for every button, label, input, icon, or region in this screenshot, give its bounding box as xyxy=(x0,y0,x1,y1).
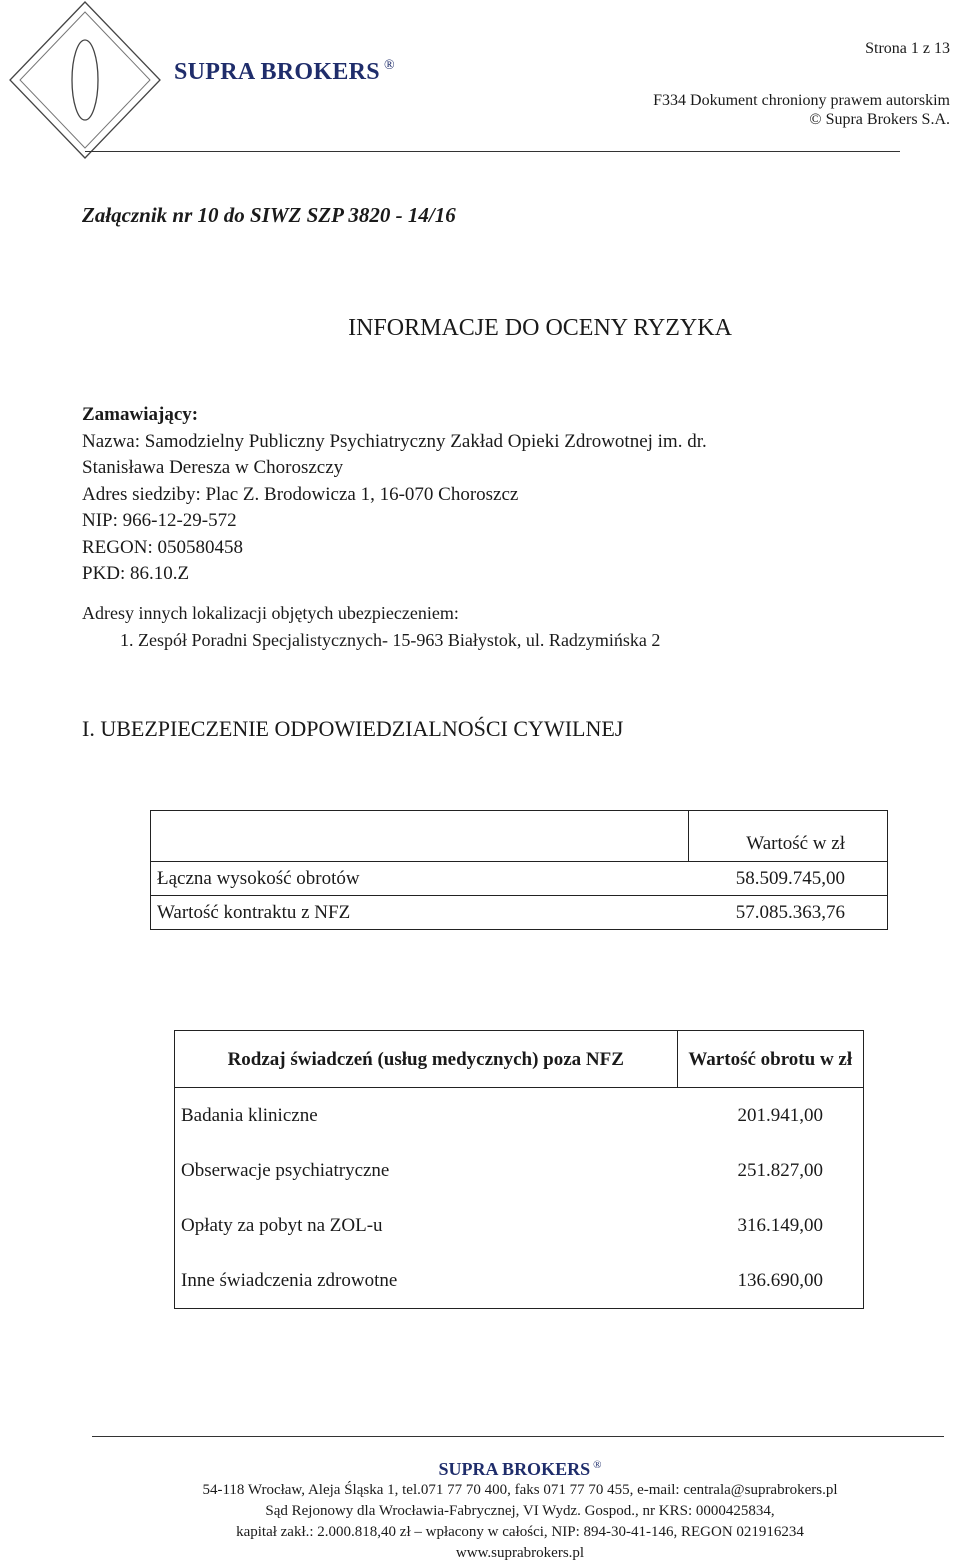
row-value: 58.509.745,00 xyxy=(689,862,888,896)
row-label: Opłaty za pobyt na ZOL-u xyxy=(175,1198,678,1253)
client-nip: NIP: 966-12-29-572 xyxy=(82,510,237,531)
row-value: 316.149,00 xyxy=(677,1198,864,1253)
page-title: INFORMACJE DO OCENY RYZYKA xyxy=(348,315,732,341)
footer-brand: SUPRA BROKERS ® xyxy=(438,1459,602,1479)
other-locations-label: Adresy innych lokalizacji objętych ubezpieczeniem: xyxy=(82,603,459,623)
row-label: Inne świadczenia zdrowotne xyxy=(175,1253,678,1309)
table-row xyxy=(175,1088,864,1144)
footer-court: Sąd Rejonowy dla Wrocławia-Fabrycznej, VI Wydz. Gospod., nr KRS: 0000425834, xyxy=(265,1503,775,1519)
row-label: Obserwacje psychiatryczne xyxy=(175,1143,678,1198)
footer-capital: kapitał zakł.: 2.000.818,40 zł – wpłacony w całości, NIP: 894-30-41-146, REGON 021916234 xyxy=(236,1524,804,1540)
page-number: Strona 1 z 13 xyxy=(865,40,950,57)
header-divider xyxy=(85,151,900,152)
row-value: 136.690,00 xyxy=(677,1253,864,1309)
header-value-cell: Wartość obrotu w zł xyxy=(677,1031,864,1088)
client-name-line2: Stanisława Deresza w Choroszczy xyxy=(82,457,344,478)
client-info xyxy=(82,402,707,588)
client-address: Adres siedziby: Plac Z. Brodowicza 1, 16-070 Choroszcz xyxy=(82,483,519,505)
table-row xyxy=(175,1143,864,1198)
client-label: Zamawiający: xyxy=(82,404,199,425)
row-value: 57.085.363,76 xyxy=(689,896,888,930)
location-item: 1. Zespół Poradni Specjalistycznych- 15-963 Białystok, ul. Radzymińska 2 xyxy=(120,630,661,650)
footer-divider xyxy=(92,1436,944,1437)
services-table xyxy=(174,1030,864,1309)
client-regon: REGON: 050580458 xyxy=(82,536,243,558)
footer xyxy=(0,1455,960,1564)
footer-address: 54-118 Wrocław, Aleja Śląska 1, tel.071 77 70 400, faks 071 77 70 455, e-mail: centrala@suprabrokers.pl xyxy=(202,1482,838,1498)
client-name-line1: Nazwa: Samodzielny Publiczny Psychiatryczny Zakład Opieki Zdrowotnej im. dr. xyxy=(82,430,707,452)
row-label: Łączna wysokość obrotów xyxy=(151,862,689,896)
table-header-row xyxy=(151,811,888,862)
row-label: Wartość kontraktu z NFZ xyxy=(151,896,689,930)
footer-website: www.suprabrokers.pl xyxy=(455,1545,585,1561)
liability-table xyxy=(150,810,888,930)
client-pkd: PKD: 86.10.Z xyxy=(82,563,190,584)
table-header-row xyxy=(175,1031,864,1088)
row-value: 251.827,00 xyxy=(677,1143,864,1198)
header-label-cell: Rodzaj świadczeń (usług medycznych) poza NFZ xyxy=(175,1031,678,1088)
company-logo xyxy=(0,0,180,160)
row-value: 201.941,00 xyxy=(677,1088,864,1144)
annex-title: Załącznik nr 10 do SIWZ SZP 3820 - 14/16 xyxy=(82,203,456,227)
header-empty-cell xyxy=(151,811,689,862)
table-row xyxy=(151,862,888,896)
table-row xyxy=(175,1253,864,1309)
table-row xyxy=(175,1198,864,1253)
section-title: I. UBEZPIECZENIE ODPOWIEDZIALNOŚCI CYWILNEJ xyxy=(82,716,624,741)
table-row xyxy=(151,896,888,930)
other-locations xyxy=(82,600,660,654)
copyright-notice: F334 Dokument chroniony prawem autorskim © Supra Brokers S.A. xyxy=(653,92,950,128)
brand-name: SUPRA BROKERS ® xyxy=(174,58,395,85)
header-value-cell: Wartość w zł xyxy=(689,811,888,862)
row-label: Badania kliniczne xyxy=(175,1088,678,1144)
